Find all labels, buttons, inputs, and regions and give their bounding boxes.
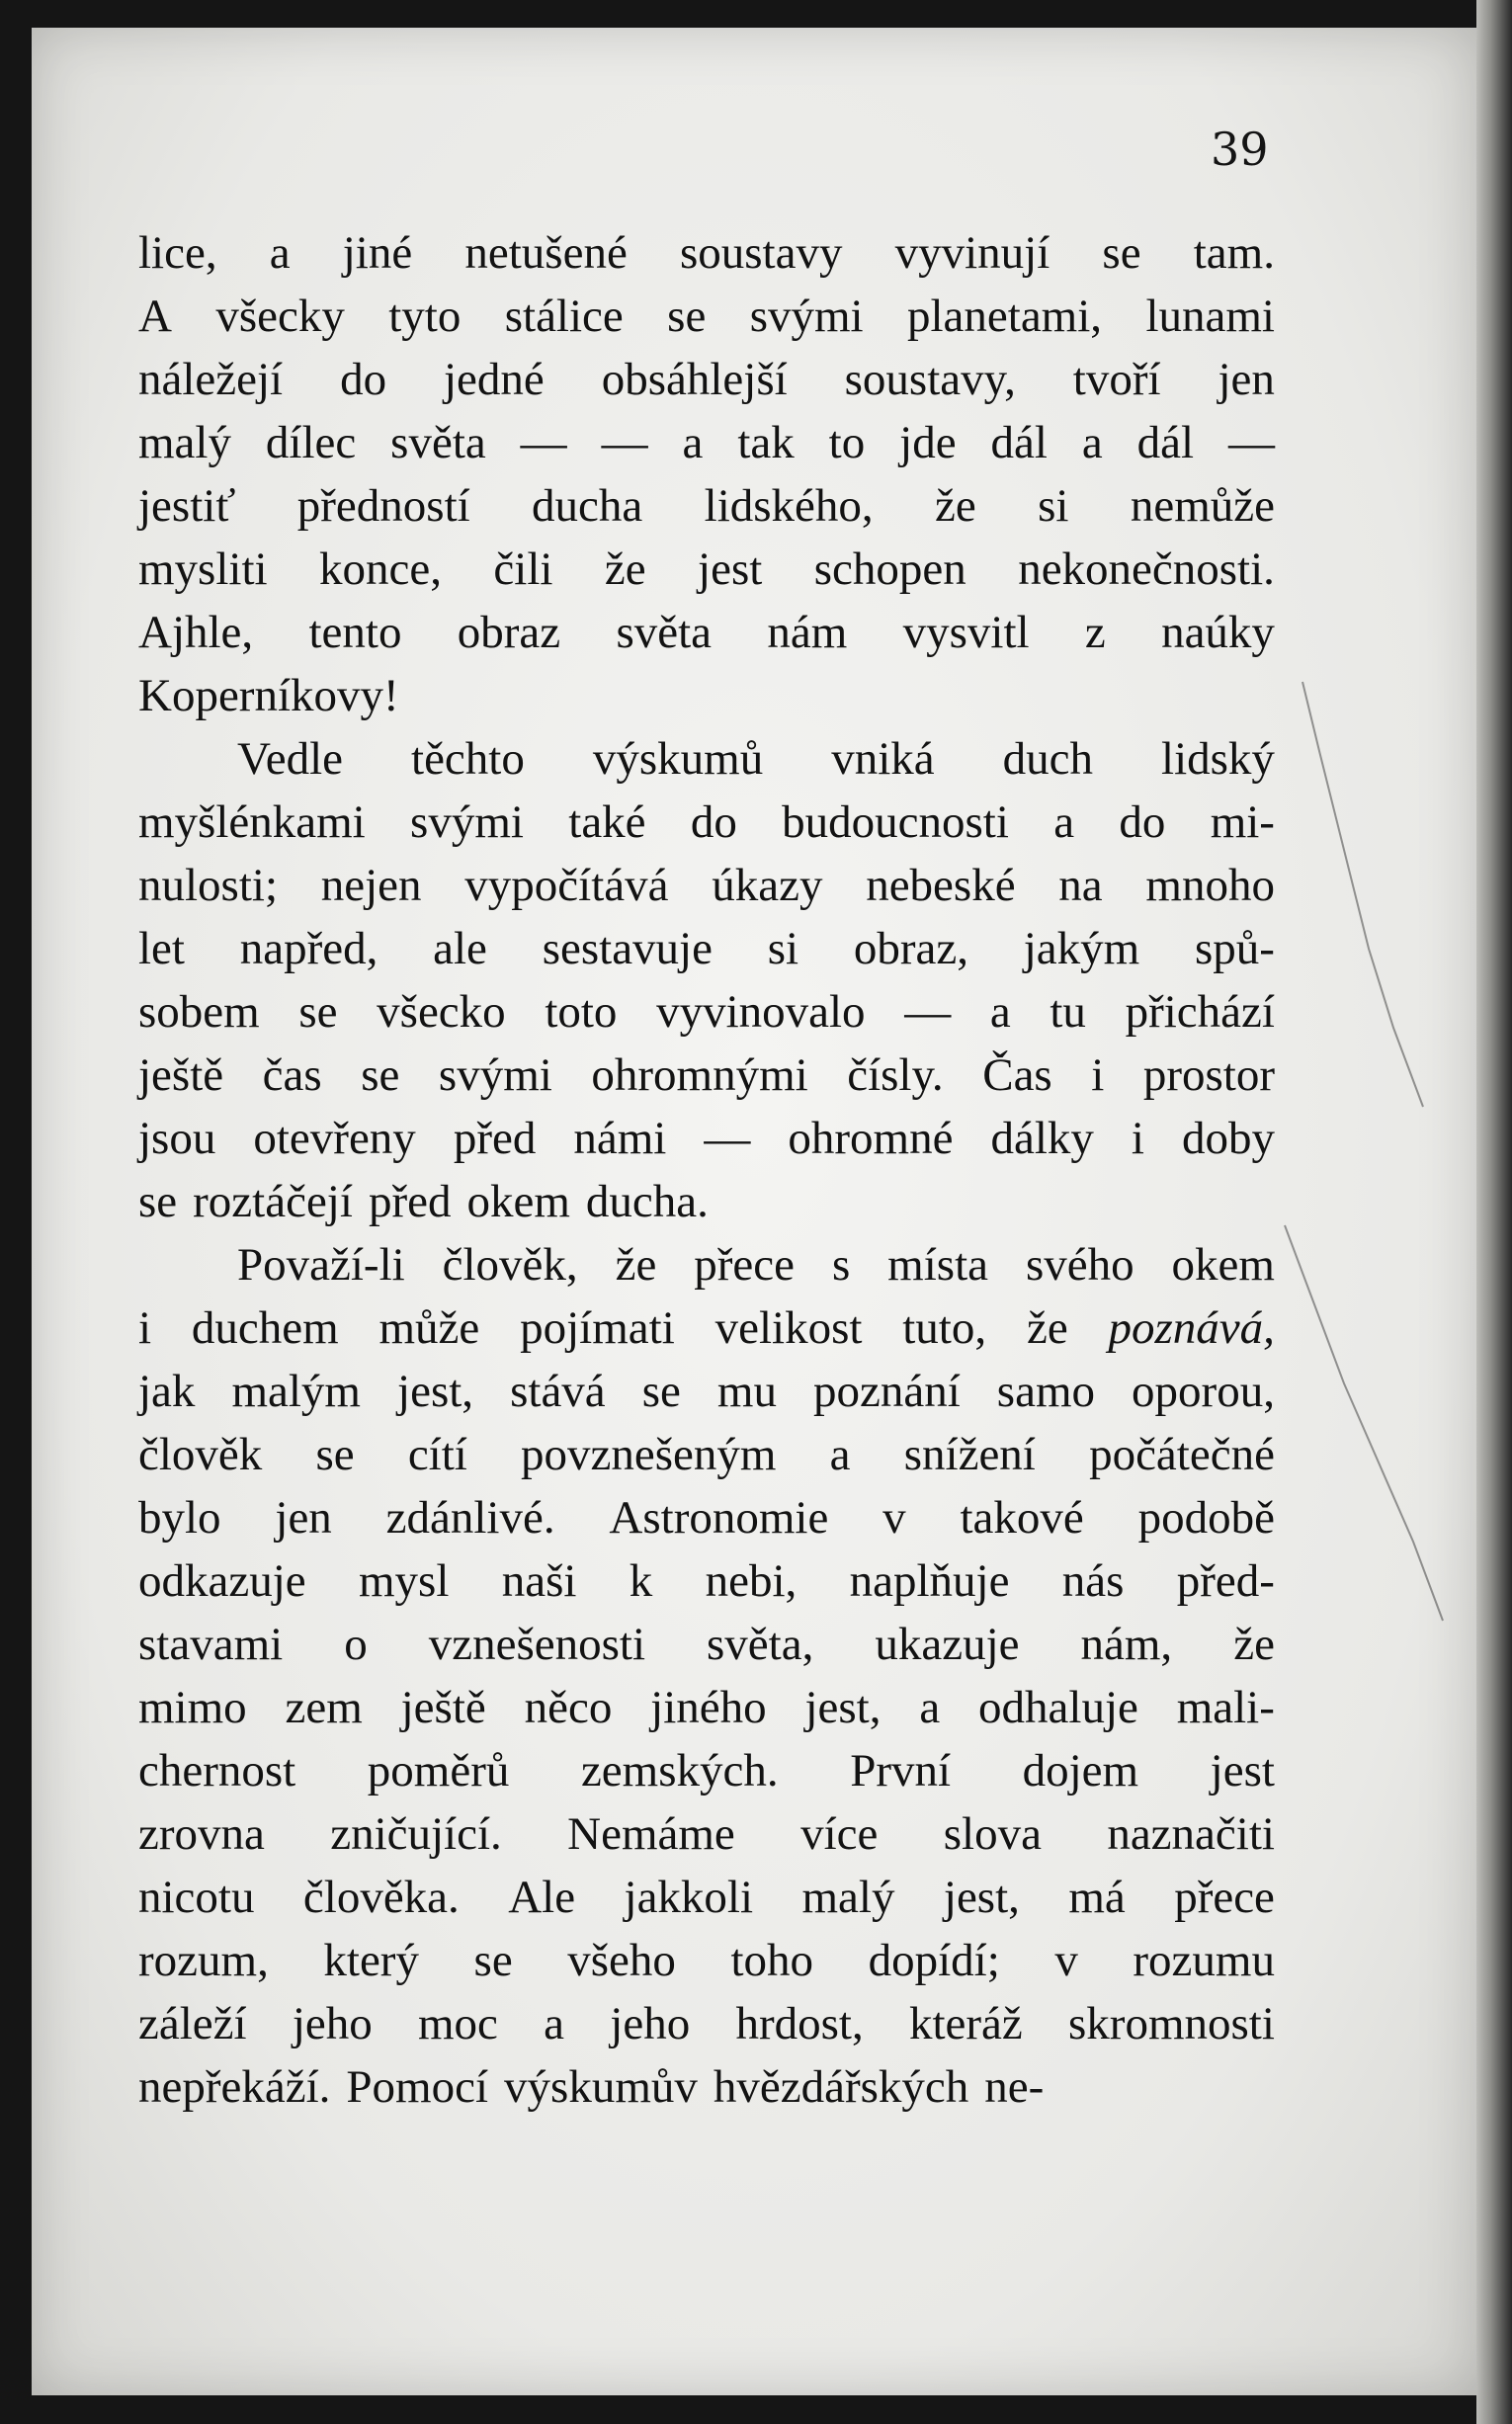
- text-line: Považí-li člověk, že přece s místa svého okem: [237, 1239, 1275, 1291]
- text-line: se roztáčejí před okem ducha.: [138, 1176, 709, 1227]
- text-line: Vedle těchto výskumů vniká duch lidský: [237, 733, 1275, 785]
- page-number: 39: [1211, 123, 1269, 176]
- text-line: mysliti konce, čili že jest schopen nekonečnosti.: [138, 543, 1275, 595]
- text-line: rozum, který se všeho toho dopídí; v rozumu: [138, 1935, 1275, 1986]
- text-line: náležejí do jedné obsáhlejší soustavy, tvoří jen: [138, 354, 1275, 405]
- text-line: Ajhle, tento obraz světa nám vysvitl z naúky: [138, 607, 1275, 658]
- page-edge-shadow: [1476, 0, 1512, 2424]
- text-line: lice, a jiné netušené soustavy vyvinují se tam.: [138, 227, 1275, 279]
- text-line: i duchem může pojímati velikost tuto, že poznává,: [138, 1302, 1275, 1354]
- text-line: bylo jen zdánlivé. Astronomie v takové podobě: [138, 1492, 1275, 1544]
- text-line: stavami o vznešenosti světa, ukazuje nám, že: [138, 1619, 1275, 1670]
- text-line: mimo zem ještě něco jiného jest, a odhaluje mali-: [138, 1682, 1275, 1733]
- text-line: sobem se všecko toto vyvinovalo — a tu přichází: [138, 986, 1275, 1038]
- text-line: nepřekáží. Pomocí výskumův hvězdářských ne-: [138, 2061, 1045, 2113]
- text-line: malý dílec světa — — a tak to jde dál a dál —: [138, 417, 1275, 468]
- text-line: nicotu člověka. Ale jakkoli malý jest, má přece: [138, 1872, 1275, 1923]
- text-line: jestiť předností ducha lidského, že si nemůže: [138, 480, 1275, 532]
- text-line: Koperníkovy!: [138, 670, 399, 721]
- body-text: [138, 221, 1275, 2119]
- text-line: člověk se cítí povznešeným a snížení počátečné: [138, 1429, 1275, 1480]
- text-line: záleží jeho moc a jeho hrdost, kteráž skromnosti: [138, 1998, 1275, 2049]
- text-line: myšlénkami svými také do budoucnosti a do mi-: [138, 796, 1275, 848]
- text-line: chernost poměrů zemských. První dojem jest: [138, 1745, 1275, 1797]
- text-line: odkazuje mysl naši k nebi, naplňuje nás před-: [138, 1555, 1275, 1607]
- text-line: ještě čas se svými ohromnými čísly. Čas i prostor: [138, 1049, 1275, 1101]
- text-line: nulosti; nejen vypočítává úkazy nebeské na mnoho: [138, 860, 1275, 911]
- text-line: zrovna zničující. Nemáme více slova naznačiti: [138, 1808, 1275, 1860]
- text-line: jak malým jest, stává se mu poznání samo oporou,: [138, 1366, 1275, 1417]
- text-line: let napřed, ale sestavuje si obraz, jakým spů-: [138, 923, 1275, 974]
- text-line: jsou otevřeny před námi — ohromné dálky i doby: [138, 1113, 1275, 1164]
- text-line: A všecky tyto stálice se svými planetami, lunami: [138, 291, 1275, 342]
